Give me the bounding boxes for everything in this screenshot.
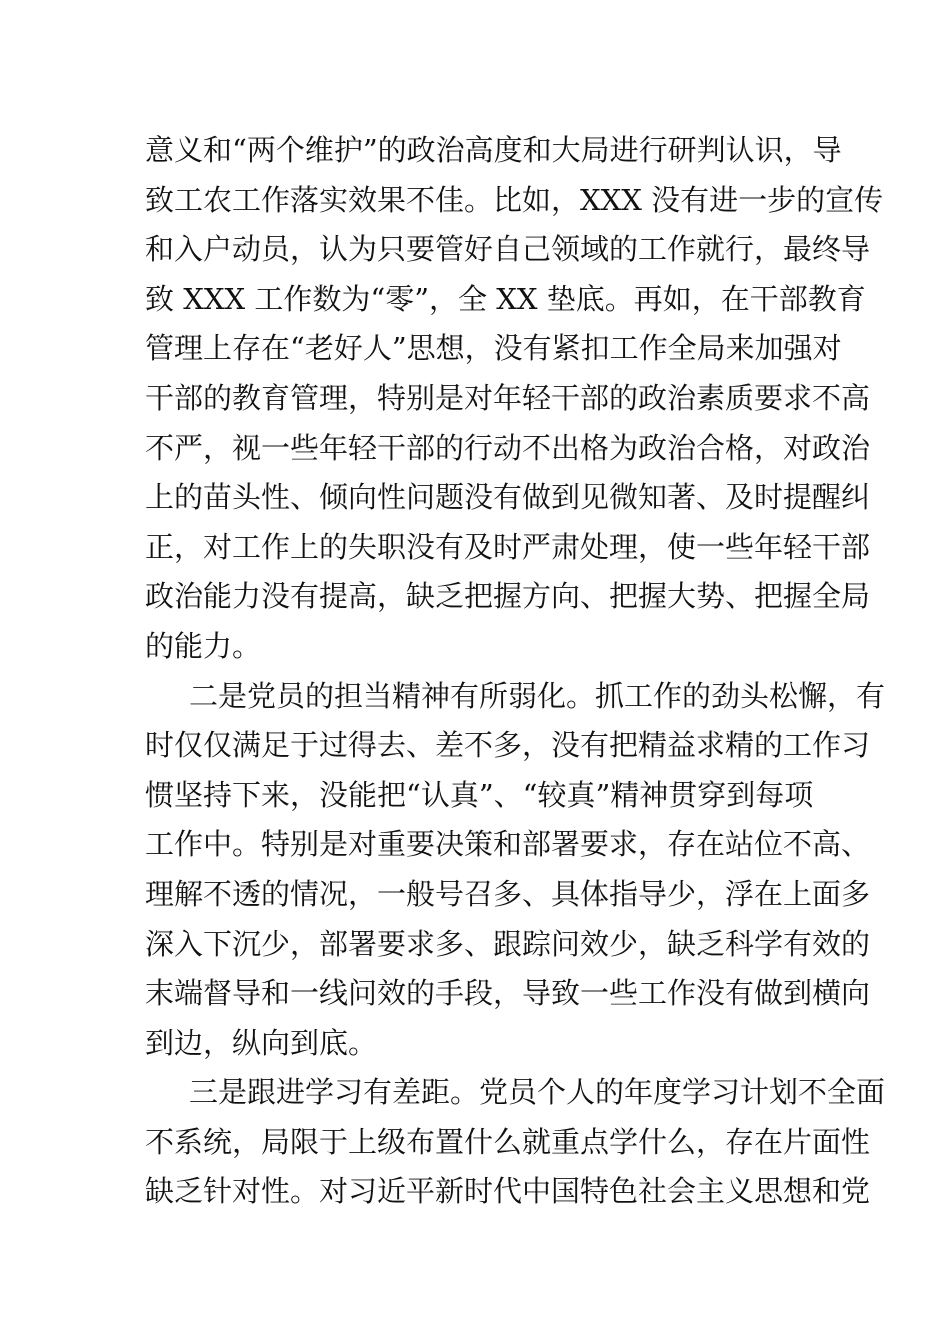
paragraph-start-line: 三是跟进学习有差距。党员个人的年度学习计划不全面: [189, 1075, 886, 1110]
text-line: 正，对工作上的失职没有及时严肃处理，使一些年轻干部: [145, 529, 871, 564]
text-line: 到边，纵向到底。: [145, 1025, 378, 1060]
text-line: 理解不透的情况，一般号召多、具体指导少，浮在上面多: [145, 876, 871, 911]
text-line: 时仅仅满足于过得去、差不多，没有把精益求精的工作习: [145, 728, 871, 763]
text-line: 工作中。特别是对重要决策和部署要求，存在站位不高、: [145, 827, 871, 862]
text-line: 末端督导和一线问效的手段，导致一些工作没有做到横向: [145, 976, 871, 1011]
text-line: 上的苗头性、倾向性问题没有做到见微知著、及时提醒纠: [145, 480, 871, 515]
text-line: 管理上存在“老好人”思想，没有紧扣工作全局来加强对: [145, 331, 842, 366]
text-line: 致工农工作落实效果不佳。比如，XXX 没有进一步的宣传: [145, 182, 884, 217]
text-line: 和入户动员，认为只要管好自己领域的工作就行，最终导: [145, 232, 871, 267]
text-line: 政治能力没有提高，缺乏把握方向、把握大势、把握全局: [145, 579, 871, 614]
text-line: 惯坚持下来，没能把“认真”、“较真”精神贯穿到每项: [145, 777, 814, 812]
text-line: 缺乏针对性。对习近平新时代中国特色社会主义思想和党: [145, 1174, 871, 1209]
text-line: 不系统，局限于上级布置什么就重点学什么，存在片面性: [145, 1124, 871, 1159]
text-line: 致 XXX 工作数为“零”，全 XX 垫底。再如，在干部教育: [145, 281, 866, 316]
text-line: 深入下沉少，部署要求多、跟踪问效少，缺乏科学有效的: [145, 926, 871, 961]
text-line: 意义和“两个维护”的政治高度和大局进行研判认识，导: [145, 133, 842, 167]
text-line: 干部的教育管理，特别是对年轻干部的政治素质要求不高: [145, 380, 871, 415]
paragraph-start-line: 二是党员的担当精神有所弱化。抓工作的劲头松懈，有: [189, 678, 886, 713]
text-line: 不严，视一些年轻干部的行动不出格为政治合格，对政治: [145, 430, 871, 465]
text-line: 的能力。: [145, 628, 262, 663]
body-text: [145, 126, 886, 1217]
